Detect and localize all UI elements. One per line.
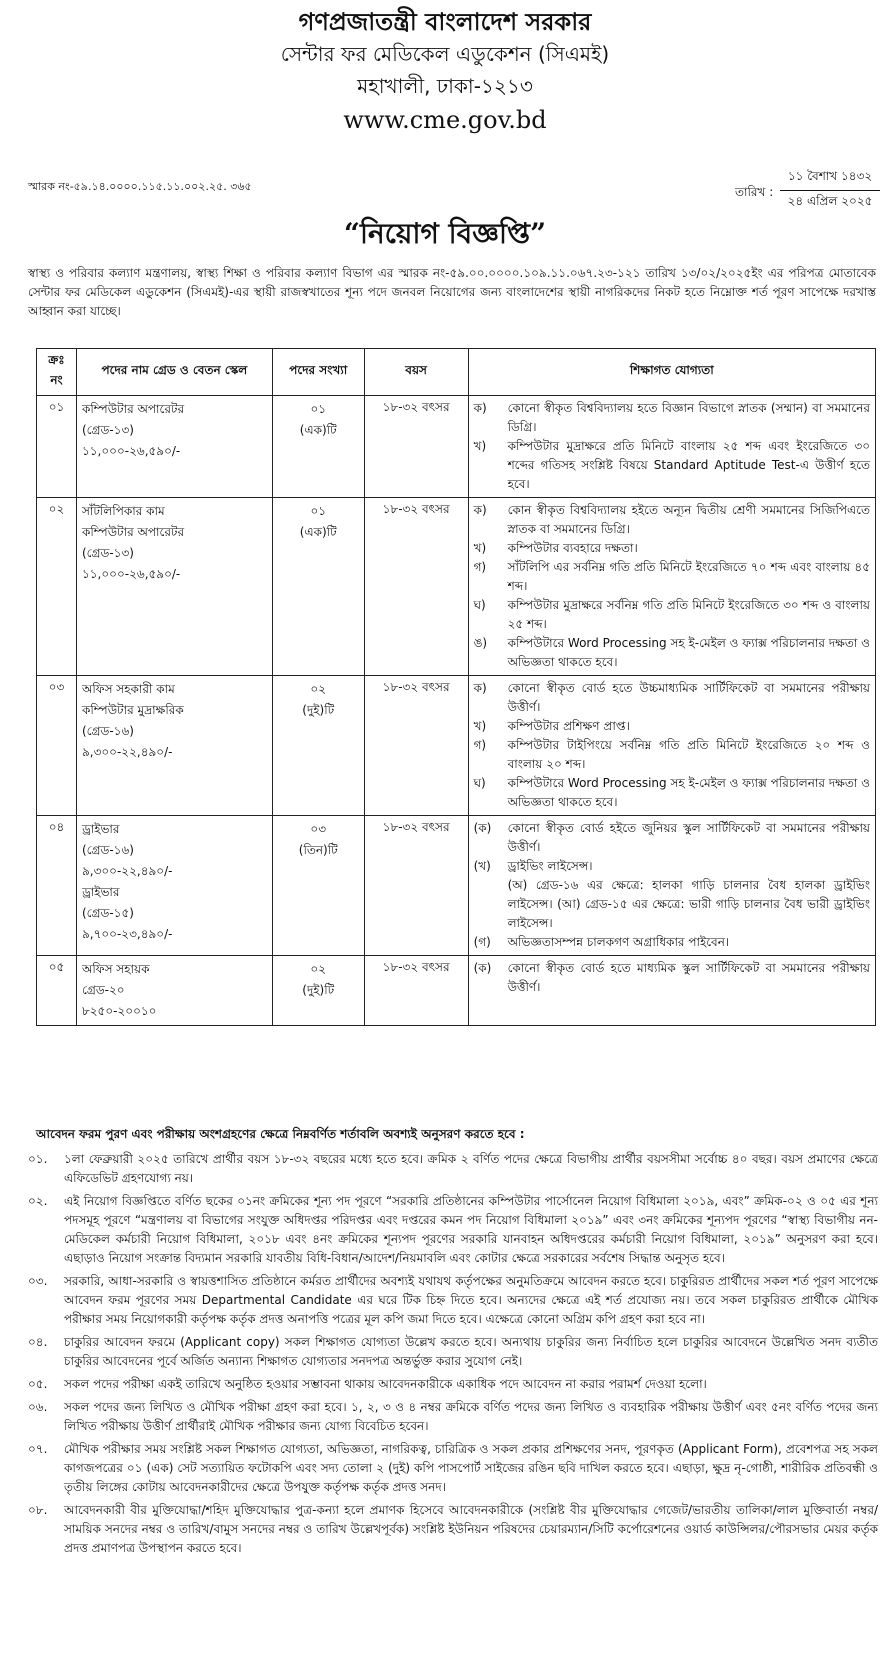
post-line: ৮২৫০-২০০১০: [81, 1004, 157, 1018]
condition-text: সরকারি, আধা-সরকারি ও স্বায়ত্তশাসিত প্রতিষ্ঠানে কর্মরত প্রার্থীদের অবশ্যই যথাযথ কর্তৃপক্ষের অনুমতিক্রমে আবেদন করতে হবে। চাকুরিরত প্রার্থীদের সকল শর্ত পূরণ সাপেক্ষে আবেদন ফরম পূরণের সময় Departmental Candidate এর ঘরে টিক চিহ্ন দিতে হবে। অন্যদের ক্ষেত্রে এই শর্ত প্রযোজ্য নয়। তবে সকল চাকুরিরত প্রার্থীকে মৌখিক পরীক্ষার সময় নিয়োগকারী কর্তৃপক্ষ কর্তৃক প্রদত্ত অনাপত্তি পত্রের মূল কপি জমা দিতে হবে। এক্ষেত্রে কোনো অগ্রিম কপি গ্রহণ করা হবে না।: [64, 1274, 878, 1326]
post-line: গ্রেড-২০: [81, 983, 125, 997]
qualification-key: খ): [473, 719, 487, 733]
count-cell: [272, 956, 364, 1026]
table-row: [37, 396, 876, 498]
qualification-text: ড্রাইভিং লাইসেন্স।: [507, 859, 593, 873]
qualification-key: ক): [473, 503, 487, 517]
qualification-text: কম্পিউটার টাইপিংয়ে সর্বনিম্ন গতি প্রতি মিনিটে ইংরেজিতে ২০ শব্দ ও বাংলায় ২০ শব্দ।: [507, 738, 870, 771]
post-line: কম্পিউটার মুদ্রাক্ষরিক: [81, 703, 184, 717]
post-line: ড্রাইভার: [81, 885, 120, 899]
count-line: (এক)টি: [299, 525, 337, 539]
date-block: [780, 168, 880, 213]
qualification-key: (গ): [473, 935, 491, 949]
count-line: (দুই)টি: [302, 703, 335, 717]
post-cell: [76, 676, 272, 816]
header-serial: ক্রঃ নং: [37, 349, 77, 396]
qualification-text: কোনো স্বীকৃত বোর্ড হইতে জুনিয়র স্কুল সার্টিফিকেট বা সমমানের পরীক্ষায় উত্তীর্ণ।: [507, 821, 870, 854]
table-header-row: [37, 349, 876, 396]
count-cell: [272, 676, 364, 816]
post-line: (গ্রেড-১৬): [81, 843, 134, 857]
count-line: ০২: [310, 682, 327, 696]
count-cell: [272, 816, 364, 956]
post-line: ১১,০০০-২৬,৫৯০/-: [81, 567, 181, 581]
qualification-cell: [468, 396, 875, 498]
post-line: (গ্রেড-১৩): [81, 423, 134, 437]
website-link[interactable]: www.cme.gov.bd: [343, 106, 547, 134]
qualification-text: কম্পিউটারে Word Processing সহ ই-মেইল ও ফ্যাক্স পরিচালনার দক্ষতা ও অভিজ্ঞতা থাকতে হবে।: [507, 776, 870, 809]
condition-item: [28, 1333, 878, 1371]
qualification-item: [474, 596, 870, 634]
post-line: (গ্রেড-১৩): [81, 546, 134, 560]
qualification-text: কোনো স্বীকৃত বোর্ড হতে মাধ্যমিক স্কুল সার্টিফিকেট বা সমমানের পরীক্ষায় উত্তীর্ণ।: [507, 961, 870, 994]
condition-text: চাকুরির আবেদন ফরমে (Applicant copy) সকল শিক্ষাগত যোগ্যতা উল্লেখ করতে হবে। অন্যথায় চাকুরির জন্য নির্বাচিত হলে চাকুরির আবেদনে উল্লেখিত সনদ ব্যতীত চাকুরির আবেদনের পূর্বে অর্জিত অন্যান্য শিক্ষাগত যোগ্যতার সনদপত্র অন্তর্ভুক্ত করার সুযোগ নেই।: [64, 1335, 878, 1368]
post-line: ৯,৩০০-২২,৪৯০/-: [81, 864, 173, 878]
qualification-item: [474, 399, 870, 437]
qualification-item: [474, 774, 870, 812]
count-line: ০৩: [310, 822, 327, 836]
condition-number: ০২.: [28, 1194, 48, 1208]
post-line: সাঁটলিপিকার কাম: [81, 504, 165, 518]
post-cell: [76, 498, 272, 676]
count-line: ০২: [310, 962, 327, 976]
condition-item: [28, 1272, 878, 1329]
count-line: ০১: [310, 402, 327, 416]
condition-item: [28, 1398, 878, 1436]
header-age: বয়স: [364, 349, 468, 396]
condition-text: সকল পদের পরীক্ষা একই তারিখে অনুষ্ঠিত হওয়ার সম্ভাবনা থাকায় আবেদনকারীকে একাধিক পদে আবেদন না করার পরামর্শ দেওয়া হলো।: [64, 1377, 707, 1391]
condition-number: ০৪.: [28, 1335, 48, 1349]
post-line: কম্পিউটার অপারেটর: [81, 525, 185, 539]
post-cell: [76, 956, 272, 1026]
qualification-key: ক): [473, 401, 487, 415]
qualification-item: [474, 558, 870, 596]
condition-text: মৌখিক পরীক্ষার সময় সংশ্লিষ্ট সকল শিক্ষাগত যোগ্যতা, অভিজ্ঞতা, নাগরিকত্ব, চারিত্রিক ও সকল প্রকার প্রশিক্ষণের সনদ, পূরণকৃত (Applicant Form), প্রবেশপত্র সহ সকল কাগজপত্রের ০১ (এক) সেট সত্যায়িত ফটোকপি এবং সদ্য তোলা ২ (দুই) কপি পাসপোর্ট সাইজের রঙিন ছবি দাখিল করতে হবে। এছাড়া, ক্ষুদ্র নৃ-গোষ্ঠী, শারীরিক প্রতিবন্ধী ও তৃতীয় লিঙ্গের কোটায় আবেদনকারীদের ক্ষেত্রে উপযুক্ত কর্তৃপক্ষ কর্তৃক প্রদত্ত সনদ।: [64, 1442, 878, 1494]
post-line: ১১,০০০-২৬,৫৯০/-: [81, 444, 181, 458]
table-row: [37, 498, 876, 676]
condition-text: আবেদনকারী বীর মুক্তিযোদ্ধা/শহিদ মুক্তিযোদ্ধার পুত্র-কন্যা হলে প্রমাণক হিসেবে আবেদনকারীকে (সংশ্লিষ্ট বীর মুক্তিযোদ্ধার গেজেট/ভারতীয় তালিকা/লাল মুক্তিবার্তা নম্বর/সাময়িক সনদের নম্বর ও তারিখ/বামুস সনদের নম্বর ও তারিখ উল্লেখপূর্বক) সংশ্লিষ্ট ইউনিয়ন পরিষদের চেয়ারম্যান/সিটি কর্পোরেশনের ওয়ার্ড কাউন্সিলর/পৌরসভার মেয়র কর্তৃক প্রদত্ত প্রমাণপত্র উপস্থাপন করতে হবে।: [64, 1503, 878, 1555]
post-line: কম্পিউটার অপারেটর: [81, 402, 185, 416]
header-post: পদের নাম গ্রেড ও বেতন স্কেল: [76, 349, 272, 396]
qualification-cell: [468, 816, 875, 956]
qualification-item: [474, 634, 870, 672]
condition-number: ০১.: [28, 1152, 48, 1166]
age-cell: ১৮-৩২ বৎসর: [364, 498, 468, 676]
post-cell: [76, 396, 272, 498]
age-cell: ১৮-৩২ বৎসর: [364, 956, 468, 1026]
qualification-key: (খ): [473, 859, 491, 873]
qualification-item: [474, 437, 870, 494]
qualification-item: [474, 857, 870, 876]
post-line: ৯,৩০০-২২,৪৯০/-: [81, 745, 173, 759]
qualification-item: [474, 501, 870, 539]
condition-item: [28, 1375, 878, 1394]
qualification-key: খ): [473, 541, 487, 555]
condition-number: ০৮.: [28, 1503, 48, 1517]
condition-text: সকল পদের জন্য লিখিত ও মৌখিক পরীক্ষা গ্রহণ করা হবে। ১, ২, ৩ ও ৪ নম্বর ক্রমিকে বর্ণিত পদের জন্য লিখিত ও ব্যবহারিক পরীক্ষায় উত্তীর্ণ এবং ৫নং বর্ণিত পদের জন্য লিখিত পরীক্ষায় উত্তীর্ণ প্রার্থীরাই মৌখিক পরীক্ষার জন্য যোগ্য বিবেচিত হবেন।: [64, 1400, 878, 1433]
intro-paragraph: স্বাস্থ্য ও পরিবার কল্যাণ মন্ত্রণালয়, স্বাস্থ্য শিক্ষা ও পরিবার কল্যাণ বিভাগ এর স্মারক নং-৫৯.০০.০০০০.১০৯.১১.০৬৭.২৩-১২১ তারিখ ১৩/০২/২০২৫ইং এর পরিপত্র মোতাবেক সেন্টার ফর মেডিকেল এডুকেশন (সিএমই)-এর স্থায়ী রাজস্বখাতের শূন্য পদে জনবল নিয়োগের জন্য বাংলাদেশের স্থায়ী নাগরিকদের নিকট হতে নিম্নোক্ত শর্ত পূরণ সাপেক্ষে দরখাস্ত আহ্বান করা যাচ্ছে।: [28, 266, 877, 318]
government-name: গণপ্রজাতন্ত্রী বাংলাদেশ সরকার: [298, 8, 592, 36]
qualification-key: খ): [473, 439, 487, 453]
count-cell: [272, 396, 364, 498]
qualification-cell: [468, 956, 875, 1026]
qualification-key: ঘ): [473, 598, 486, 612]
qualification-key: ঙ): [473, 636, 488, 650]
conditions-title: আবেদন ফরম পুরণ এবং পরীক্ষায় অংশগ্রহণের ক্ষেত্রে নিম্নবর্ণিত শর্তাবলি অবশ্যই অনুসরণ করতে হবে :: [36, 1127, 525, 1141]
date-english: ২৪ এপ্রিল ২০২৫: [787, 194, 873, 208]
post-line: ড্রাইভার: [81, 822, 120, 836]
date-bangla: ১১ বৈশাখ ১৪৩২: [780, 168, 880, 191]
qualification-text: কম্পিউটার প্রশিক্ষণ প্রাপ্ত।: [507, 719, 630, 733]
memo-number: স্মারক নং-৫৯.১৪.০০০০.১১৫.১১.০০২.২৫. ৩৬৫: [28, 180, 252, 193]
age-cell: ১৮-৩২ বৎসর: [364, 396, 468, 498]
serial-cell: ০৪: [37, 816, 77, 956]
qualification-cell: [468, 498, 875, 676]
condition-item: [28, 1440, 878, 1497]
post-line: (গ্রেড-১৫): [81, 906, 134, 920]
condition-item: [28, 1501, 878, 1558]
qualification-item: [474, 736, 870, 774]
header-count: পদের সংখ্যা: [272, 349, 364, 396]
serial-cell: ০৩: [37, 676, 77, 816]
qualification-key: (ক): [473, 821, 492, 835]
condition-number: ০৭.: [28, 1442, 48, 1456]
condition-text: ১লা ফেব্রুয়ারী ২০২৫ তারিখে প্রার্থীর বয়স ১৮-৩২ বছরের মধ্যে হতে হবে। ক্রমিক ২ বর্ণিত পদের ক্ষেত্রে বিভাগীয় প্রার্থীর বয়সসীমা সর্বোচ্চ ৪০ বছর। বয়স প্রমাণের ক্ষেত্রে এফিডেভিট গ্রহণযোগ্য নয়।: [64, 1152, 878, 1185]
vacancy-table: [36, 348, 876, 1026]
condition-item: [28, 1192, 878, 1268]
qualification-item: [474, 539, 870, 558]
serial-cell: ০৫: [37, 956, 77, 1026]
table-row: [37, 816, 876, 956]
count-line: (তিন)টি: [298, 843, 338, 857]
qualification-text: অভিজ্ঞতাসম্পন্ন চালকগণ অগ্রাধিকার পাইবেন।: [507, 935, 730, 949]
post-line: (গ্রেড-১৬): [81, 724, 134, 738]
serial-cell: ০২: [37, 498, 77, 676]
condition-item: [28, 1150, 878, 1188]
condition-text: এই নিয়োগ বিজ্ঞপ্তিতে বর্ণিত ছকের ০১নং ক্রমিকের শূন্য পদ পূরণে “সরকারি প্রতিষ্ঠানের কম্পিউটার পার্সোনেল নিয়োগ বিধিমালা ২০১৯, এবং” ক্রমিক-০২ ও ০৫ এর শূন্য পদসমূহ পূরণে “মন্ত্রণালয় বা বিভাগের সংযুক্ত অধিদপ্তর পরিদপ্তর এবং দপ্তরের কমন পদ নিয়োগ বিধিমালা ২০১৯” এবং ৩নং ক্রমিকের শূন্যপদ পূরণের “স্বাস্থ্য বিভাগীয় নন-মেডিকেল কর্মচারী নিয়োগ বিধিমালা, ২০১৮ এবং ৪নং ক্রমিকের শূন্যপদ পূরণের সরকারি যানবাহন অধিদপ্তরের কর্মচারী নিয়োগ বিধিমালা, ২০১৯” অনুসরণ করা হবে। এছাড়াও নিয়োগ সংক্রান্ত বিদ্যমান সরকারি যাবতীয় বিধি-বিধান/আদেশ/নিয়মাবলি এবং কোটার ক্ষেত্রে সরকারের সর্বশেষ সিদ্ধান্ত অনুসৃত হবে।: [64, 1194, 878, 1265]
qualification-text: কম্পিউটারে Word Processing সহ ই-মেইল ও ফ্যাক্স পরিচালনার দক্ষতা ও অভিজ্ঞতা থাকতে হবে।: [507, 636, 870, 669]
qualification-cell: [468, 676, 875, 816]
qualification-item: [474, 959, 870, 997]
office-address: মহাখালী, ঢাকা-১২১৩: [357, 74, 533, 98]
count-line: (এক)টি: [299, 423, 337, 437]
condition-number: ০৩.: [28, 1274, 48, 1288]
qualification-subtext: (অ) গ্রেড-১৬ এর ক্ষেত্রে: হালকা গাড়ি চালনার বৈধ হালকা ড্রাইভিং লাইসেন্স। (আ) গ্রেড-১৫ এর ক্ষেত্রে: ভারী গাড়ি চালনার বৈধ ভারী ড্রাইভিং লাইসেন্স।: [507, 878, 870, 930]
qualification-text: সাঁটলিপি এর সর্বনিম্ন গতি প্রতি মিনিটে ইংরেজিতে ৭০ শব্দ এবং বাংলায় ৪৫ শব্দ।: [507, 560, 870, 593]
qualification-key: (ক): [473, 961, 492, 975]
count-cell: [272, 498, 364, 676]
count-line: (দুই)টি: [302, 983, 335, 997]
qualification-item: [474, 933, 870, 952]
table-row: [37, 676, 876, 816]
qualification-item: [474, 819, 870, 857]
date-label: তারিখ :: [735, 185, 774, 199]
qualification-text: কোনো স্বীকৃত বিশ্ববিদ্যালয় হতে বিজ্ঞান বিভাগে স্নাতক (সম্মান) বা সমমানের ডিগ্রি।: [507, 401, 870, 434]
qualification-text: কম্পিউটার মুদ্রাক্ষরে সর্বনিম্ন গতি প্রতি মিনিটে ইংরেজিতে ৩০ শব্দ ও বাংলায় ২৫ শব্দ।: [507, 598, 870, 631]
qualification-text: কম্পিউটার মুদ্রাক্ষরে প্রতি মিনিটে বাংলায় ২৫ শব্দ এবং ইংরেজিতে ৩০ শব্দের গতিসহ সংশ্লিষ্ট বিষয়ে Standard Aptitude Test-এ উত্তীর্ণ হতে হবে।: [507, 439, 870, 491]
serial-cell: ০১: [37, 396, 77, 498]
header-qualification: শিক্ষাগত যোগ্যতা: [468, 349, 875, 396]
notice-title: “নিয়োগ বিজ্ঞপ্তি”: [343, 217, 547, 250]
qualification-item: [474, 679, 870, 717]
age-cell: ১৮-৩২ বৎসর: [364, 816, 468, 956]
table-row: [37, 956, 876, 1026]
condition-number: ০৬.: [28, 1400, 48, 1414]
count-line: ০১: [310, 504, 327, 518]
qualification-key: গ): [473, 560, 487, 574]
qualification-item: [474, 717, 870, 736]
conditions-list: [28, 1150, 878, 1562]
condition-number: ০৫.: [28, 1377, 48, 1391]
qualification-text: কম্পিউটার ব্যবহারে দক্ষতা।: [507, 541, 638, 555]
age-cell: ১৮-৩২ বৎসর: [364, 676, 468, 816]
office-name: সেন্টার ফর মেডিকেল এডুকেশন (সিএমই): [280, 42, 610, 66]
qualification-text: কোনো স্বীকৃত বোর্ড হতে উচ্চমাধ্যমিক সার্টিফিকেট বা সমমানের পরীক্ষায় উত্তীর্ণ।: [507, 681, 870, 714]
qualification-key: গ): [473, 738, 487, 752]
post-cell: [76, 816, 272, 956]
post-line: অফিস সহায়ক: [81, 962, 150, 976]
qualification-key: ঘ): [473, 776, 486, 790]
post-line: অফিস সহকারী কাম: [81, 682, 175, 696]
post-line: ৯,৭০০-২৩,৪৯০/-: [81, 927, 173, 941]
qualification-text: কোন স্বীকৃত বিশ্ববিদ্যালয় হইতে অন্যূন দ্বিতীয় শ্রেণী সমমানের সিজিপিএতে স্নাতক বা সমমানের ডিগ্রি।: [507, 503, 870, 536]
qualification-key: ক): [473, 681, 487, 695]
